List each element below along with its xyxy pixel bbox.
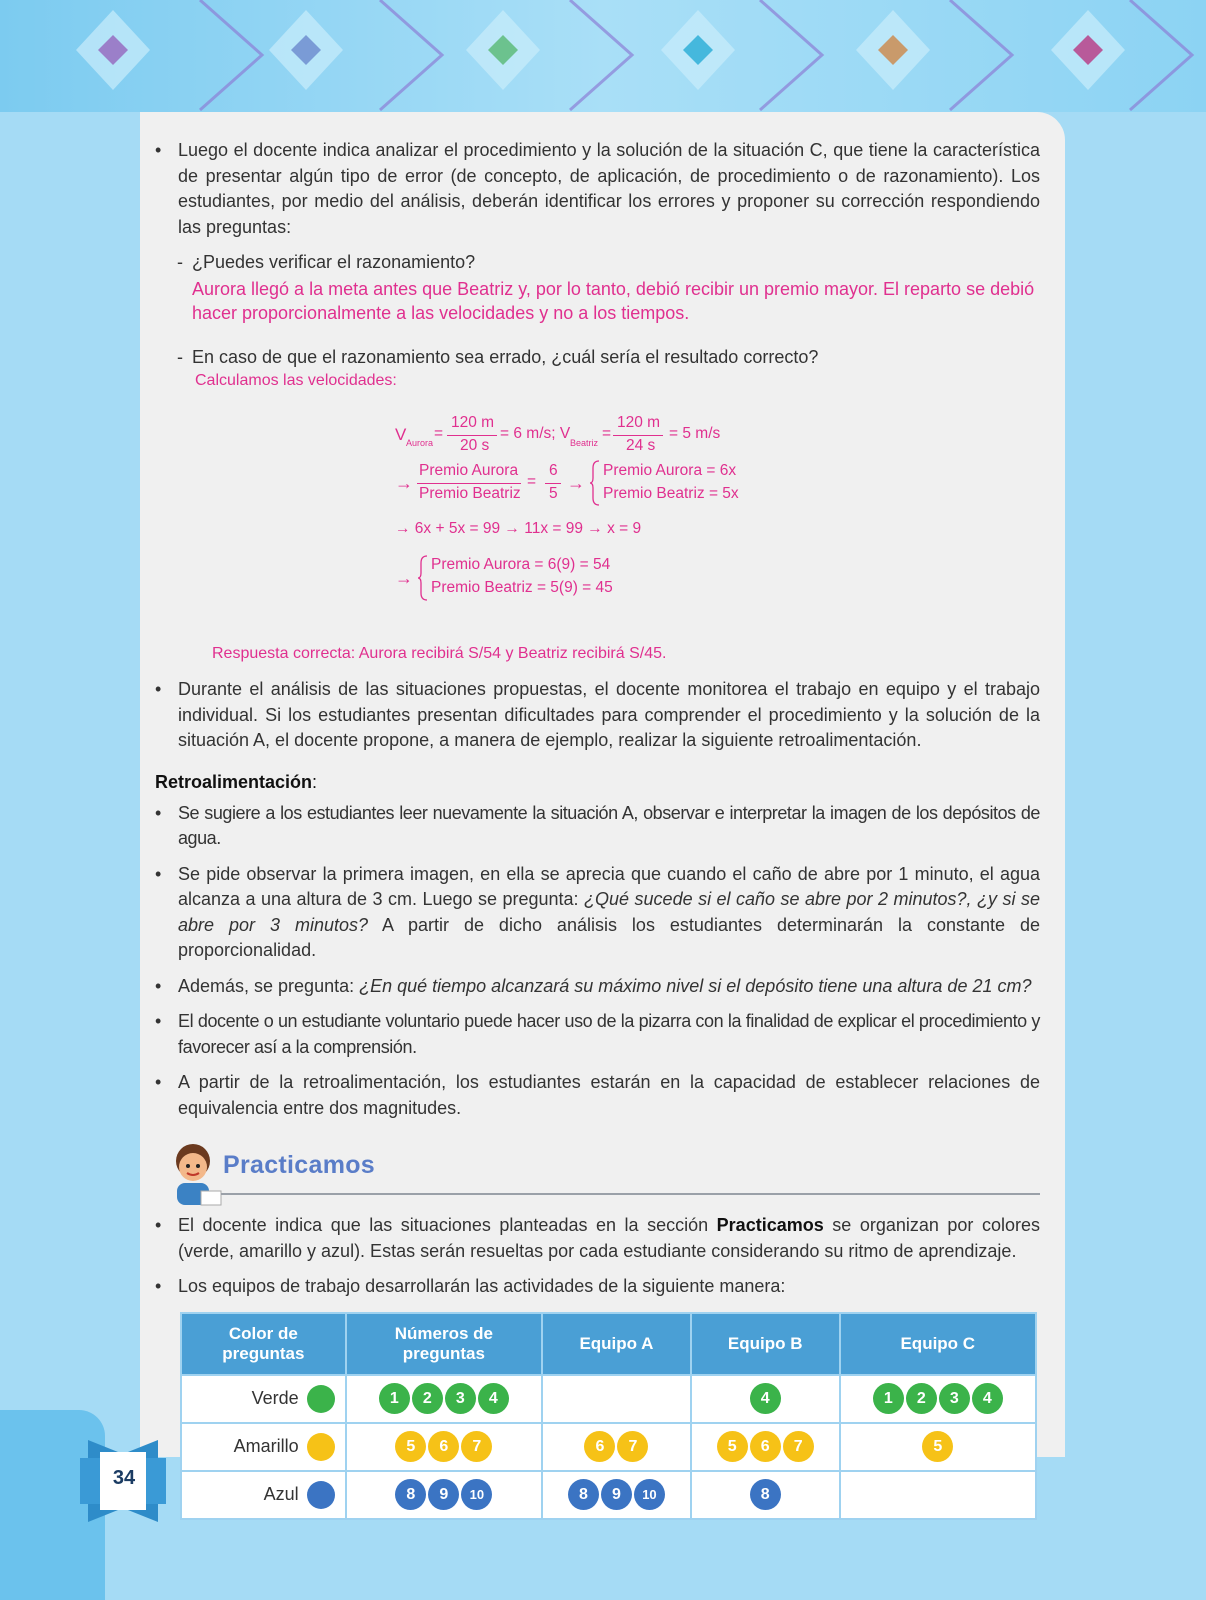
- brace-2: [417, 555, 429, 601]
- prac-bullet-2: • Los equipos de trabajo desarrollarán las actividades de la siguiente manera:: [155, 1274, 1040, 1300]
- question-verify: - ¿Puedes verificar el razonamiento?: [155, 250, 1040, 275]
- table-header-row: [181, 1313, 1036, 1375]
- num-badge: 3: [445, 1383, 476, 1414]
- retro-item-2a: Se pide observar la primera imagen, en ella se aprecia que cuando el caño de abre por 1 minuto, el agua alcanza a una altura de 3 cm. Luego se pregunta:: [178, 863, 1040, 909]
- math-res-2: = 5 m/s: [669, 425, 721, 442]
- cell-amarillo: [181, 1423, 346, 1471]
- math-v-aurora: V: [395, 425, 407, 444]
- num-badge: 9: [428, 1479, 459, 1510]
- num-badge: 8: [750, 1479, 781, 1510]
- question-correct-result: - En caso de que el razonamiento sea errado, ¿cuál sería el resultado correcto?: [155, 345, 1040, 370]
- cell-verde-b: [691, 1375, 840, 1423]
- prac-b1b: Practicamos: [716, 1215, 824, 1235]
- prac-bullet-1: [155, 1213, 1040, 1264]
- yellow-dot-icon: [307, 1433, 335, 1461]
- th-color: [181, 1313, 346, 1375]
- num-badge: 10: [461, 1479, 492, 1510]
- practicamos-divider: [221, 1193, 1040, 1195]
- math-five: 5: [549, 485, 558, 502]
- th-numbers-a: Números de: [394, 1323, 493, 1343]
- math-sub-beatriz: Beatriz: [570, 438, 599, 448]
- retro-heading: [155, 772, 1040, 793]
- page-content: [155, 138, 1040, 1520]
- math-eq-1: =: [434, 425, 444, 442]
- math-line-3: → 6x + 5x = 99 → 11x = 99 → x = 9: [395, 520, 642, 537]
- cell-azul-b: [691, 1471, 840, 1519]
- prac-b1a: El docente indica que las situaciones planteadas en la sección: [178, 1215, 717, 1235]
- num-badge: 2: [906, 1383, 937, 1414]
- math-arrow-3: →: [395, 568, 413, 588]
- label-amarillo: Amarillo: [233, 1435, 299, 1456]
- th-team-c: Equipo C: [840, 1313, 1036, 1375]
- practicamos-header: [155, 1131, 1040, 1211]
- child-mascot-icon: [165, 1139, 225, 1209]
- num-badge: 7: [783, 1431, 814, 1462]
- math-den-1: 20 s: [460, 437, 490, 454]
- retro-item-1: • Se sugiere a los estudiantes leer nuevamente la situación A, observar e interpretar la imagen de los depósitos de agua.: [155, 801, 1040, 852]
- label-azul: Azul: [263, 1483, 299, 1504]
- th-numbers-b: preguntas: [402, 1343, 485, 1363]
- th-color-b: preguntas: [222, 1343, 305, 1363]
- pattern-decoration: [0, 0, 1206, 112]
- math-num-1: 120 m: [451, 414, 495, 431]
- table-row: [181, 1423, 1036, 1471]
- retro-item-5: • A partir de la retroalimentación, los estudiantes estarán en la capacidad de establecer relaciones de equivalencia entre dos magnitudes.: [155, 1070, 1040, 1121]
- page-number: 34: [112, 1467, 136, 1489]
- math-arrow-2: →: [567, 473, 585, 493]
- retro-item-2: [155, 862, 1040, 964]
- cell-verde-c: [840, 1375, 1036, 1423]
- num-badge: 5: [395, 1431, 426, 1462]
- math-pa54: Premio Aurora = 6(9) = 54: [431, 556, 611, 573]
- retro-item-3a: Además, se pregunta:: [178, 975, 360, 996]
- num-badge: 3: [939, 1383, 970, 1414]
- num-badge: 6: [428, 1431, 459, 1462]
- retro-colon: :: [312, 771, 318, 792]
- math-res-1: = 6 m/s; V: [500, 425, 571, 442]
- num-badge: 8: [568, 1479, 599, 1510]
- cell-azul-c: [840, 1471, 1036, 1519]
- th-color-a: Color de: [228, 1323, 298, 1343]
- bullet-monitoring: • Durante el análisis de las situaciones propuestas, el docente monitorea el trabajo en equipo y el trabajo individual. Si los estudiantes presentan dificultades para comprender el procedimiento y la solución de la situación A, el docente propone, a manera de ejemplo, realizar la siguiente retroalimentación.: [155, 677, 1040, 754]
- math-arrow-1: →: [395, 473, 413, 493]
- retro-title: Retroalimentación: [155, 771, 313, 792]
- math-pa6x: Premio Aurora = 6x: [603, 462, 737, 479]
- num-badge: 7: [461, 1431, 492, 1462]
- cell-amarillo-numbers: [346, 1423, 542, 1471]
- math-premio-aurora: Premio Aurora: [419, 462, 519, 479]
- correct-answer: Respuesta correcta: Aurora recibirá S/54 y Beatriz recibirá S/45.: [212, 645, 667, 662]
- num-badge: 4: [750, 1383, 781, 1414]
- math-den-2: 24 s: [626, 437, 656, 454]
- green-dot-icon: [307, 1385, 335, 1413]
- retro-item-3: [155, 974, 1040, 1000]
- top-decorative-band: [0, 0, 1206, 112]
- math-sub-aurora: Aurora: [406, 438, 434, 448]
- table-row: [181, 1471, 1036, 1519]
- prac-b1c: se organizan por colores (verde, amarillo y azul). Estas serán resueltas por cada estudiante considerando su ritmo de aprendizaje.: [178, 1215, 1040, 1261]
- cell-verde-numbers: [346, 1375, 542, 1423]
- calc-intro: Calculamos las velocidades:: [195, 372, 397, 389]
- num-badge: 7: [617, 1431, 648, 1462]
- math-eq-2: =: [602, 425, 612, 442]
- cell-verde: [181, 1375, 346, 1423]
- math-num-2: 120 m: [617, 414, 661, 431]
- th-numbers: [346, 1313, 542, 1375]
- retro-item-4: • El docente o un estudiante voluntario puede hacer uso de la pizarra con la finalidad de explicar el procedimiento y favorecer así a la comprensión.: [155, 1009, 1040, 1060]
- th-team-a: Equipo A: [542, 1313, 691, 1375]
- num-badge: 9: [601, 1479, 632, 1510]
- retro-item-3b: ¿En qué tiempo alcanzará su máximo nivel si el depósito tiene una altura de 21 cm?: [359, 975, 1032, 996]
- num-badge: 5: [717, 1431, 748, 1462]
- table-row: [181, 1375, 1036, 1423]
- math-pb5x: Premio Beatriz = 5x: [603, 485, 739, 502]
- th-team-b: Equipo B: [691, 1313, 840, 1375]
- num-badge: 4: [972, 1383, 1003, 1414]
- math-premio-beatriz: Premio Beatriz: [419, 485, 521, 502]
- cell-amarillo-c: [840, 1423, 1036, 1471]
- num-badge: 4: [478, 1383, 509, 1414]
- retro-item-2c: A partir de dicho análisis los estudiantes determinarán la constante de proporcionalidad.: [178, 914, 1040, 960]
- teams-table: [180, 1312, 1037, 1520]
- cell-azul: [181, 1471, 346, 1519]
- math-six: 6: [549, 462, 558, 479]
- num-badge: 2: [412, 1383, 443, 1414]
- cell-azul-numbers: [346, 1471, 542, 1519]
- cell-verde-a: [542, 1375, 691, 1423]
- num-badge: 6: [584, 1431, 615, 1462]
- label-verde: Verde: [251, 1387, 299, 1408]
- bullet-situation-c: • Luego el docente indica analizar el procedimiento y la solución de la situación C, que tiene la característica de presentar algún tipo de error (de concepto, de aplicación, de procedimiento o de razonamiento). Los estudiantes, por medio del análisis, deberán identificar los errores y proponer su corrección respondiendo las preguntas:: [155, 138, 1040, 240]
- num-badge: 8: [395, 1479, 426, 1510]
- num-badge: 1: [379, 1383, 410, 1414]
- math-pb45: Premio Beatriz = 5(9) = 45: [431, 579, 613, 596]
- cell-azul-a: [542, 1471, 691, 1519]
- practicamos-title: Practicamos: [223, 1151, 375, 1179]
- brace-1: [589, 460, 601, 506]
- num-badge: 1: [873, 1383, 904, 1414]
- math-solution: [155, 390, 1040, 645]
- num-badge: 10: [634, 1479, 665, 1510]
- cell-amarillo-a: [542, 1423, 691, 1471]
- cell-amarillo-b: [691, 1423, 840, 1471]
- num-badge: 6: [750, 1431, 781, 1462]
- retro-item-2b: ¿Qué sucede si el caño se abre por 2 minutos?, ¿y si se abre por 3 minutos?: [178, 889, 1040, 935]
- answer-verify: Aurora llegó a la meta antes que Beatriz y, por lo tanto, debió recibir un premio mayor. El reparto se debió hacer proporcionalmente a las velocidades y no a los tiempos.: [192, 279, 1035, 323]
- math-eq-3: =: [527, 473, 537, 490]
- num-badge: 5: [922, 1431, 953, 1462]
- blue-dot-icon: [307, 1481, 335, 1509]
